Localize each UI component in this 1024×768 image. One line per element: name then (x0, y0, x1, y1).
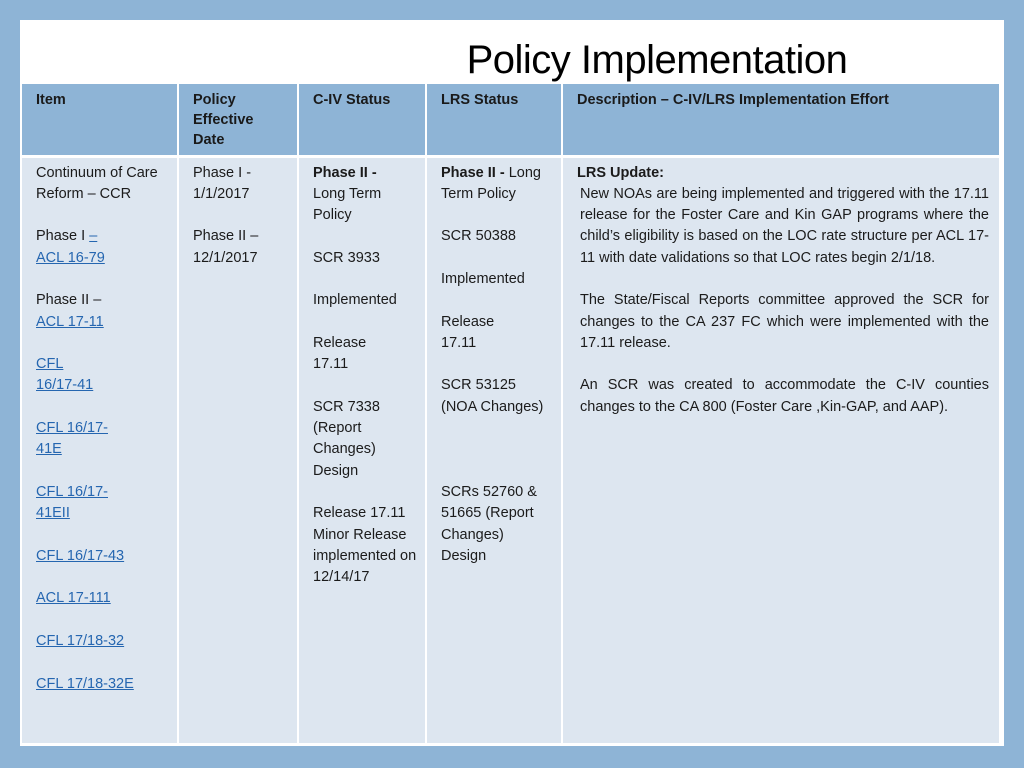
table-row (22, 156, 999, 743)
lrs-phase-bold: Phase II - (441, 164, 505, 181)
slide (20, 20, 1004, 746)
header-policy-date: Policy Effective Date (178, 84, 298, 156)
lrs-implemented: Implemented (441, 270, 525, 287)
lrs-phase-rest: Long Term Policy (441, 164, 541, 202)
page-title: Policy Implementation (466, 38, 848, 82)
item-name: Continuum of Care Reform – CCR (36, 164, 158, 202)
policy-table (22, 84, 999, 743)
civ-status-cell (298, 156, 426, 743)
header-description: Description – C-IV/LRS Implementation Effort (562, 84, 999, 156)
date-cell (178, 156, 298, 743)
civ-phase-rest: Long Term Policy (313, 185, 382, 224)
civ-scr-7338: SCR 7338 (Report Changes) Design (313, 398, 380, 479)
link-cfl-17-18-32[interactable]: CFL 17/18-32 (36, 633, 125, 650)
phase1-date: Phase I - 1/1/2017 (193, 164, 252, 202)
phase2-label: Phase II – (36, 292, 102, 309)
link-acl-16-79[interactable]: ACL 16-79 (36, 249, 105, 266)
civ-phase-bold: Phase II - (313, 164, 377, 181)
link-cfl-17-18-32e[interactable]: CFL 17/18-32E (36, 675, 134, 692)
item-cell (22, 156, 178, 743)
lrs-phase (441, 163, 551, 206)
table-header-row (22, 84, 999, 156)
lrs-update-heading: LRS Update: (577, 164, 664, 181)
civ-scr-3933: SCR 3933 (313, 249, 380, 266)
link-cfl-16-17-41[interactable]: CFL 16/17-41 (36, 356, 94, 394)
description-cell (562, 156, 999, 743)
civ-implemented: Implemented (313, 292, 397, 309)
description-paragraph-3: An SCR was created to accommodate the C-IV counties changes to the CA 800 (Foster Care ,Kin-GAP, and AAP). (580, 377, 989, 415)
header-item: Item (22, 84, 178, 156)
lrs-release-17-11: Release 17.11 (441, 313, 495, 351)
description-paragraph-1: New NOAs are being implemented and triggered with the 17.11 release for the Foster Care and Kin GAP programs where the child’s eligibility is based on the LOC rate structure per ACL 17-11 with date validations so that LOC rates begin 2/1/18. (580, 185, 989, 266)
link-acl-17-11[interactable]: ACL 17-11 (36, 313, 104, 330)
link-acl-17-111[interactable]: ACL 17-111 (36, 590, 111, 607)
lrs-scr-53125: SCR 53125 (NOA Changes) (441, 377, 544, 415)
link-cfl-16-17-41eii[interactable]: CFL 16/17-41EII (36, 483, 108, 522)
phase1-dash-link[interactable]: – (89, 228, 98, 245)
lrs-scr-50388: SCR 50388 (441, 228, 516, 245)
phase2-date: Phase II – 12/1/2017 (193, 228, 259, 266)
lrs-status-cell (426, 156, 562, 743)
header-lrs-status: LRS Status (426, 84, 562, 156)
civ-phase (313, 163, 415, 227)
civ-minor-release: Release 17.11 Minor Release implemented on 12/14/17 (313, 505, 417, 586)
description-paragraph-2: The State/Fiscal Reports committee approved the SCR for changes to the CA 237 FC which were implemented with the 17.11 release. (580, 292, 989, 351)
link-cfl-16-17-41e[interactable]: CFL 16/17-41E (36, 420, 108, 458)
link-cfl-16-17-43[interactable]: CFL 16/17-43 (36, 547, 125, 564)
phase1-line (36, 226, 167, 247)
civ-release-17-11: Release 17.11 (313, 334, 367, 373)
phase1-label: Phase I (36, 228, 90, 245)
header-civ-status: C-IV Status (298, 84, 426, 156)
lrs-scrs-52760-51665: SCRs 52760 & 51665 (Report Changes) Design (441, 483, 537, 564)
